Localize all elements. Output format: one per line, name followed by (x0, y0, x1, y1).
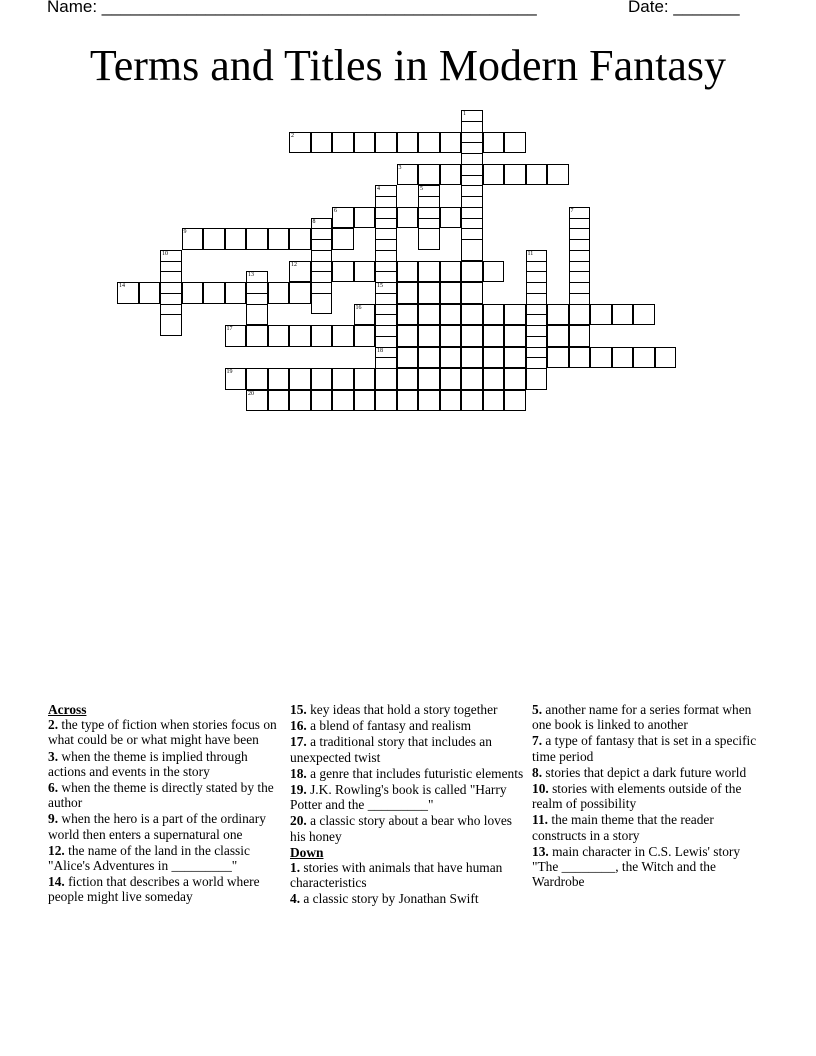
clue-item (290, 702, 526, 717)
crossword-cell[interactable] (547, 304, 569, 326)
crossword-cell[interactable] (590, 347, 612, 369)
clue-number: 9 (183, 229, 187, 236)
clue-number-label: 13. (532, 843, 549, 859)
crossword-cell[interactable] (504, 164, 526, 186)
clue-number: 10 (162, 250, 168, 257)
clue-number: 14 (119, 283, 125, 289)
crossword-cell[interactable] (268, 325, 290, 347)
clue-number: 20 (248, 390, 254, 397)
clue-text: stories with animals that have human characteristics (290, 860, 503, 891)
clue-item (48, 717, 284, 747)
crossword-cell[interactable] (289, 132, 311, 154)
crossword-cell[interactable] (483, 164, 505, 186)
clue-number: 16 (355, 304, 362, 311)
crossword-cell[interactable] (440, 132, 462, 154)
clue-number: 17 (226, 326, 233, 332)
clue-text: a classic story about a bear who loves his honey (290, 813, 513, 844)
clue-number: 18 (377, 347, 383, 354)
clue-number: 4 (377, 186, 380, 193)
clue-number: 15 (377, 283, 383, 289)
crossword-cell[interactable] (289, 390, 311, 412)
crossword-cell[interactable] (332, 325, 354, 347)
clue-number-label: 7. (532, 733, 543, 749)
clue-text: fiction that describes a world where people might live someday (48, 874, 260, 905)
clue-item (290, 860, 526, 890)
crossword-cell[interactable] (526, 368, 548, 390)
crossword-cell[interactable] (397, 390, 419, 412)
clue-number-label: 8. (532, 764, 543, 780)
clue-item (48, 843, 284, 873)
clue-number-label: 10. (532, 781, 549, 797)
clue-text: when the theme is directly stated by the author (48, 780, 274, 811)
clue-item (290, 782, 526, 812)
crossword-cell[interactable] (418, 347, 440, 369)
clue-number-label: 20. (290, 813, 307, 829)
crossword-cell[interactable] (225, 368, 247, 390)
clue-number: 5 (420, 186, 423, 193)
crossword-cell[interactable] (397, 261, 419, 283)
clue-number: 6 (334, 207, 337, 214)
crossword-cell[interactable] (311, 293, 333, 315)
crossword-cell[interactable] (504, 347, 526, 369)
crossword-cell[interactable] (117, 282, 139, 304)
crossword-cell[interactable] (289, 282, 311, 304)
clue-number: 19 (226, 369, 233, 375)
clue-number-label: 9. (48, 811, 59, 827)
clue-text: a classic story by Jonathan Swift (300, 891, 479, 907)
crossword-cell[interactable] (311, 132, 333, 154)
crossword-cell[interactable] (268, 390, 290, 412)
crossword-cell[interactable] (418, 132, 440, 154)
crossword-cell[interactable] (354, 390, 376, 412)
crossword-cell[interactable] (504, 304, 526, 326)
crossword-cell[interactable] (268, 228, 290, 250)
clue-number-label: 14. (48, 874, 65, 890)
crossword-cell[interactable] (182, 282, 204, 304)
crossword-cell[interactable] (397, 132, 419, 154)
clue-number-label: 4. (290, 891, 301, 907)
date-field-label: Date: _______ (628, 0, 740, 16)
crossword-cell[interactable] (289, 228, 311, 250)
clue-number-label: 19. (290, 782, 307, 798)
clue-item (532, 781, 768, 811)
clue-text: a blend of fantasy and realism (306, 718, 472, 734)
clue-text: key ideas that hold a story together (306, 702, 498, 717)
clue-item (532, 702, 768, 732)
clue-number-label: 2. (48, 717, 59, 733)
crossword-cell[interactable] (440, 207, 462, 229)
crossword-cell[interactable] (225, 282, 247, 304)
crossword-cell[interactable] (289, 368, 311, 390)
crossword-cell[interactable] (440, 261, 462, 283)
crossword-cell[interactable] (440, 325, 462, 347)
clue-column-2 (290, 702, 526, 908)
crossword-cell[interactable] (504, 368, 526, 390)
crossword-cell[interactable] (655, 347, 677, 369)
clue-text: a traditional story that includes an unexpected twist (290, 734, 492, 765)
crossword-cell[interactable] (590, 304, 612, 326)
clue-number-label: 3. (48, 748, 59, 764)
crossword-cell[interactable] (483, 347, 505, 369)
clue-number-label: 1. (290, 860, 301, 876)
clue-number-label: 6. (48, 780, 59, 796)
clue-number-label: 17. (290, 734, 307, 750)
crossword-cell[interactable] (440, 282, 462, 304)
crossword-cell[interactable] (332, 368, 354, 390)
crossword-cell[interactable] (246, 390, 268, 412)
clue-item (48, 780, 284, 810)
clue-item (290, 718, 526, 733)
clue-item (290, 766, 526, 781)
crossword-cell[interactable] (418, 325, 440, 347)
clue-text: when the hero is a part of the ordinary world then enters a supernatural one (48, 811, 266, 842)
clue-text: when the theme is implied through actions and events in the story (48, 748, 248, 779)
clue-number-label: 16. (290, 718, 307, 734)
crossword-cell[interactable] (612, 347, 634, 369)
clue-item (532, 733, 768, 763)
crossword-cell[interactable] (332, 132, 354, 154)
crossword-cell[interactable] (332, 390, 354, 412)
crossword-cell[interactable] (440, 304, 462, 326)
clue-item (290, 891, 526, 906)
crossword-cell[interactable] (418, 304, 440, 326)
crossword-cell[interactable] (440, 368, 462, 390)
crossword-cell[interactable] (332, 261, 354, 283)
crossword-cell[interactable] (569, 347, 591, 369)
crossword-cell[interactable] (268, 368, 290, 390)
clue-text: the main theme that the reader constructs in a story (532, 812, 714, 843)
crossword-cell[interactable] (203, 228, 225, 250)
crossword-cell[interactable] (461, 368, 483, 390)
clue-number-label: 18. (290, 765, 307, 781)
crossword-cell[interactable] (418, 164, 440, 186)
crossword-cell[interactable] (418, 228, 440, 250)
crossword-cell[interactable] (547, 347, 569, 369)
crossword-cell[interactable] (612, 304, 634, 326)
crossword-cell[interactable] (633, 304, 655, 326)
clue-text: the name of the land in the classic "Alice's Adventures in _________" (48, 842, 250, 874)
crossword-cell[interactable] (569, 304, 591, 326)
clue-number-label: 11. (532, 812, 548, 828)
across-heading: Across (48, 702, 87, 717)
crossword-cell[interactable] (225, 325, 247, 347)
crossword-cell[interactable] (397, 207, 419, 229)
clue-text: a type of fantasy that is set in a specific time period (532, 733, 757, 764)
crossword-cell[interactable] (397, 325, 419, 347)
crossword-cell[interactable] (311, 368, 333, 390)
crossword-cell[interactable] (354, 304, 376, 326)
clue-text: the type of fiction when stories focus on what could be or what might have been (48, 717, 277, 748)
crossword-cell[interactable] (397, 164, 419, 186)
clue-text: J.K. Rowling's book is called "Harry Potter and the _________" (290, 782, 507, 813)
down-heading: Down (290, 844, 324, 860)
crossword-cell[interactable] (440, 347, 462, 369)
crossword-cell[interactable] (354, 368, 376, 390)
crossword-cell[interactable] (633, 347, 655, 369)
crossword-cell[interactable] (418, 261, 440, 283)
clue-number: 13 (248, 272, 254, 279)
crossword-cell[interactable] (139, 282, 161, 304)
crossword-cell[interactable] (461, 304, 483, 326)
crossword-cell[interactable] (354, 132, 376, 154)
clue-number-label: 12. (48, 842, 65, 858)
clue-column-3 (532, 702, 768, 890)
clue-number: 12 (291, 261, 297, 268)
crossword-cell[interactable] (504, 390, 526, 412)
crossword-cell[interactable] (483, 261, 505, 283)
crossword-cell[interactable] (461, 282, 483, 304)
crossword-cell[interactable] (483, 368, 505, 390)
crossword-cell[interactable] (332, 228, 354, 250)
clue-item (290, 734, 526, 764)
clue-number: 7 (570, 207, 574, 214)
crossword-cell[interactable] (483, 304, 505, 326)
crossword-cell[interactable] (311, 390, 333, 412)
crossword-cell[interactable] (225, 228, 247, 250)
crossword-cell[interactable] (483, 390, 505, 412)
clue-number: 11 (527, 250, 534, 257)
clue-text: a genre that includes futuristic elements (306, 765, 524, 781)
crossword-cell[interactable] (375, 390, 397, 412)
crossword-cell[interactable] (418, 368, 440, 390)
crossword-cell[interactable] (440, 390, 462, 412)
crossword-cell[interactable] (461, 325, 483, 347)
crossword-cell[interactable] (418, 282, 440, 304)
clue-item (532, 812, 768, 842)
clue-number: 1 (463, 111, 466, 117)
crossword-cell[interactable] (504, 132, 526, 154)
crossword-cell[interactable] (440, 164, 462, 186)
clue-text: another name for a series format when one book is linked to another (532, 702, 752, 733)
crossword-cell[interactable] (397, 347, 419, 369)
clue-text: stories that depict a dark future world (542, 764, 747, 780)
crossword-cell[interactable] (461, 239, 483, 261)
crossword-cell[interactable] (547, 325, 569, 347)
name-field-label: Name: ______________________________________________ (47, 0, 537, 16)
page-title: Terms and Titles in Modern Fantasy (89, 41, 727, 90)
crossword-cell[interactable] (332, 207, 354, 229)
clue-item (48, 811, 284, 841)
crossword-cell[interactable] (289, 261, 311, 283)
crossword-cell[interactable] (246, 304, 268, 326)
crossword-cell[interactable] (375, 132, 397, 154)
crossword-cell[interactable] (461, 347, 483, 369)
crossword-cell[interactable] (246, 228, 268, 250)
crossword-cell[interactable] (268, 282, 290, 304)
crossword-cell[interactable] (483, 325, 505, 347)
crossword-cell[interactable] (569, 325, 591, 347)
clue-number: 3 (398, 164, 402, 171)
crossword-cell[interactable] (354, 325, 376, 347)
crossword-cell[interactable] (461, 261, 483, 283)
clue-item (48, 749, 284, 779)
crossword-cell[interactable] (289, 325, 311, 347)
crossword-cell[interactable] (418, 390, 440, 412)
crossword-cell[interactable] (483, 132, 505, 154)
clue-text: stories with elements outside of the realm of possibility (532, 781, 742, 812)
crossword-cell[interactable] (203, 282, 225, 304)
clue-column-1 (48, 702, 284, 906)
crossword-cell[interactable] (397, 282, 419, 304)
crossword-cell[interactable] (397, 304, 419, 326)
crossword-cell[interactable] (246, 325, 268, 347)
crossword-cell[interactable] (547, 164, 569, 186)
crossword-cell[interactable] (311, 325, 333, 347)
clue-number-label: 5. (532, 702, 543, 717)
crossword-cell[interactable] (461, 390, 483, 412)
crossword-cell[interactable] (354, 207, 376, 229)
clue-number-label: 15. (290, 702, 307, 717)
crossword-cell[interactable] (246, 368, 268, 390)
crossword-cell[interactable] (354, 261, 376, 283)
crossword-cell[interactable] (375, 368, 397, 390)
clue-number: 8 (312, 218, 316, 225)
crossword-cell[interactable] (182, 228, 204, 250)
clue-item (532, 765, 768, 780)
clue-item (532, 844, 768, 890)
crossword-cell[interactable] (504, 325, 526, 347)
clue-number: 2 (291, 132, 294, 139)
crossword-cell[interactable] (160, 314, 182, 336)
clue-item (290, 813, 526, 843)
crossword-cell[interactable] (397, 368, 419, 390)
clue-text: main character in C.S. Lewis' story "The ________, the Witch and the Wardrobe (532, 843, 741, 890)
clue-item (48, 874, 284, 904)
crossword-cell[interactable] (526, 164, 548, 186)
